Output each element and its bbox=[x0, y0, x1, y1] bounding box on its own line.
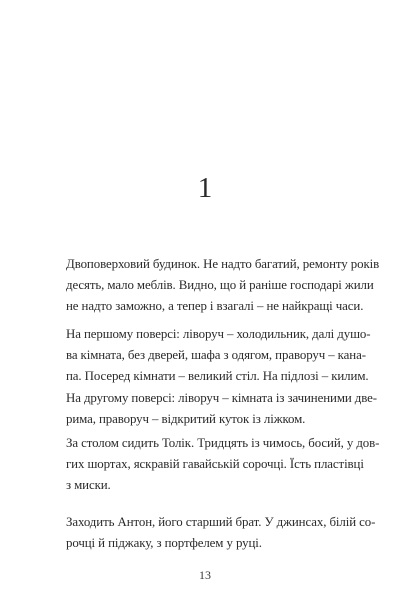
text-line: Двоповерховий будинок. Не надто багатий, ремонту років bbox=[66, 257, 380, 271]
text-line: Заходить Антон, його старший брат. У джинсах, білій со- bbox=[66, 515, 376, 529]
text-line: На першому поверсі: ліворуч – холодильник, далі душо- bbox=[66, 327, 371, 341]
text-line: За столом сидить Толік. Тридцять із чимось, босий, у дов- bbox=[66, 436, 380, 450]
paragraph-4 bbox=[66, 512, 376, 554]
text-line: На другому поверсі: ліворуч – кімната із зачиненими две- bbox=[66, 390, 377, 405]
paragraph-3 bbox=[66, 433, 380, 497]
paragraph-2 bbox=[66, 324, 377, 430]
text-line: десять, мало меблів. Видно, що й раніше господарі жили bbox=[66, 278, 374, 293]
chapter-number: 1 bbox=[197, 172, 213, 204]
page-number: 13 bbox=[199, 568, 211, 582]
text-line: з миски. bbox=[66, 478, 111, 493]
paragraph-1 bbox=[66, 254, 380, 318]
text-line: не надто заможно, а тепер і взагалі – не найкращі часи. bbox=[66, 299, 364, 314]
text-line: па. Посеред кімнати – великий стіл. На підлозі – килим. bbox=[66, 369, 369, 384]
text-line: рима, праворуч – відкритий куток із ліжком. bbox=[66, 411, 306, 426]
text-line: рочці й піджаку, з портфелем у руці. bbox=[66, 536, 262, 551]
text-line: гих шортах, яскравій гавайській сорочці. Їсть пластівці bbox=[66, 457, 364, 472]
text-line: ва кімната, без дверей, шафа з одягом, праворуч – кана- bbox=[66, 348, 366, 363]
